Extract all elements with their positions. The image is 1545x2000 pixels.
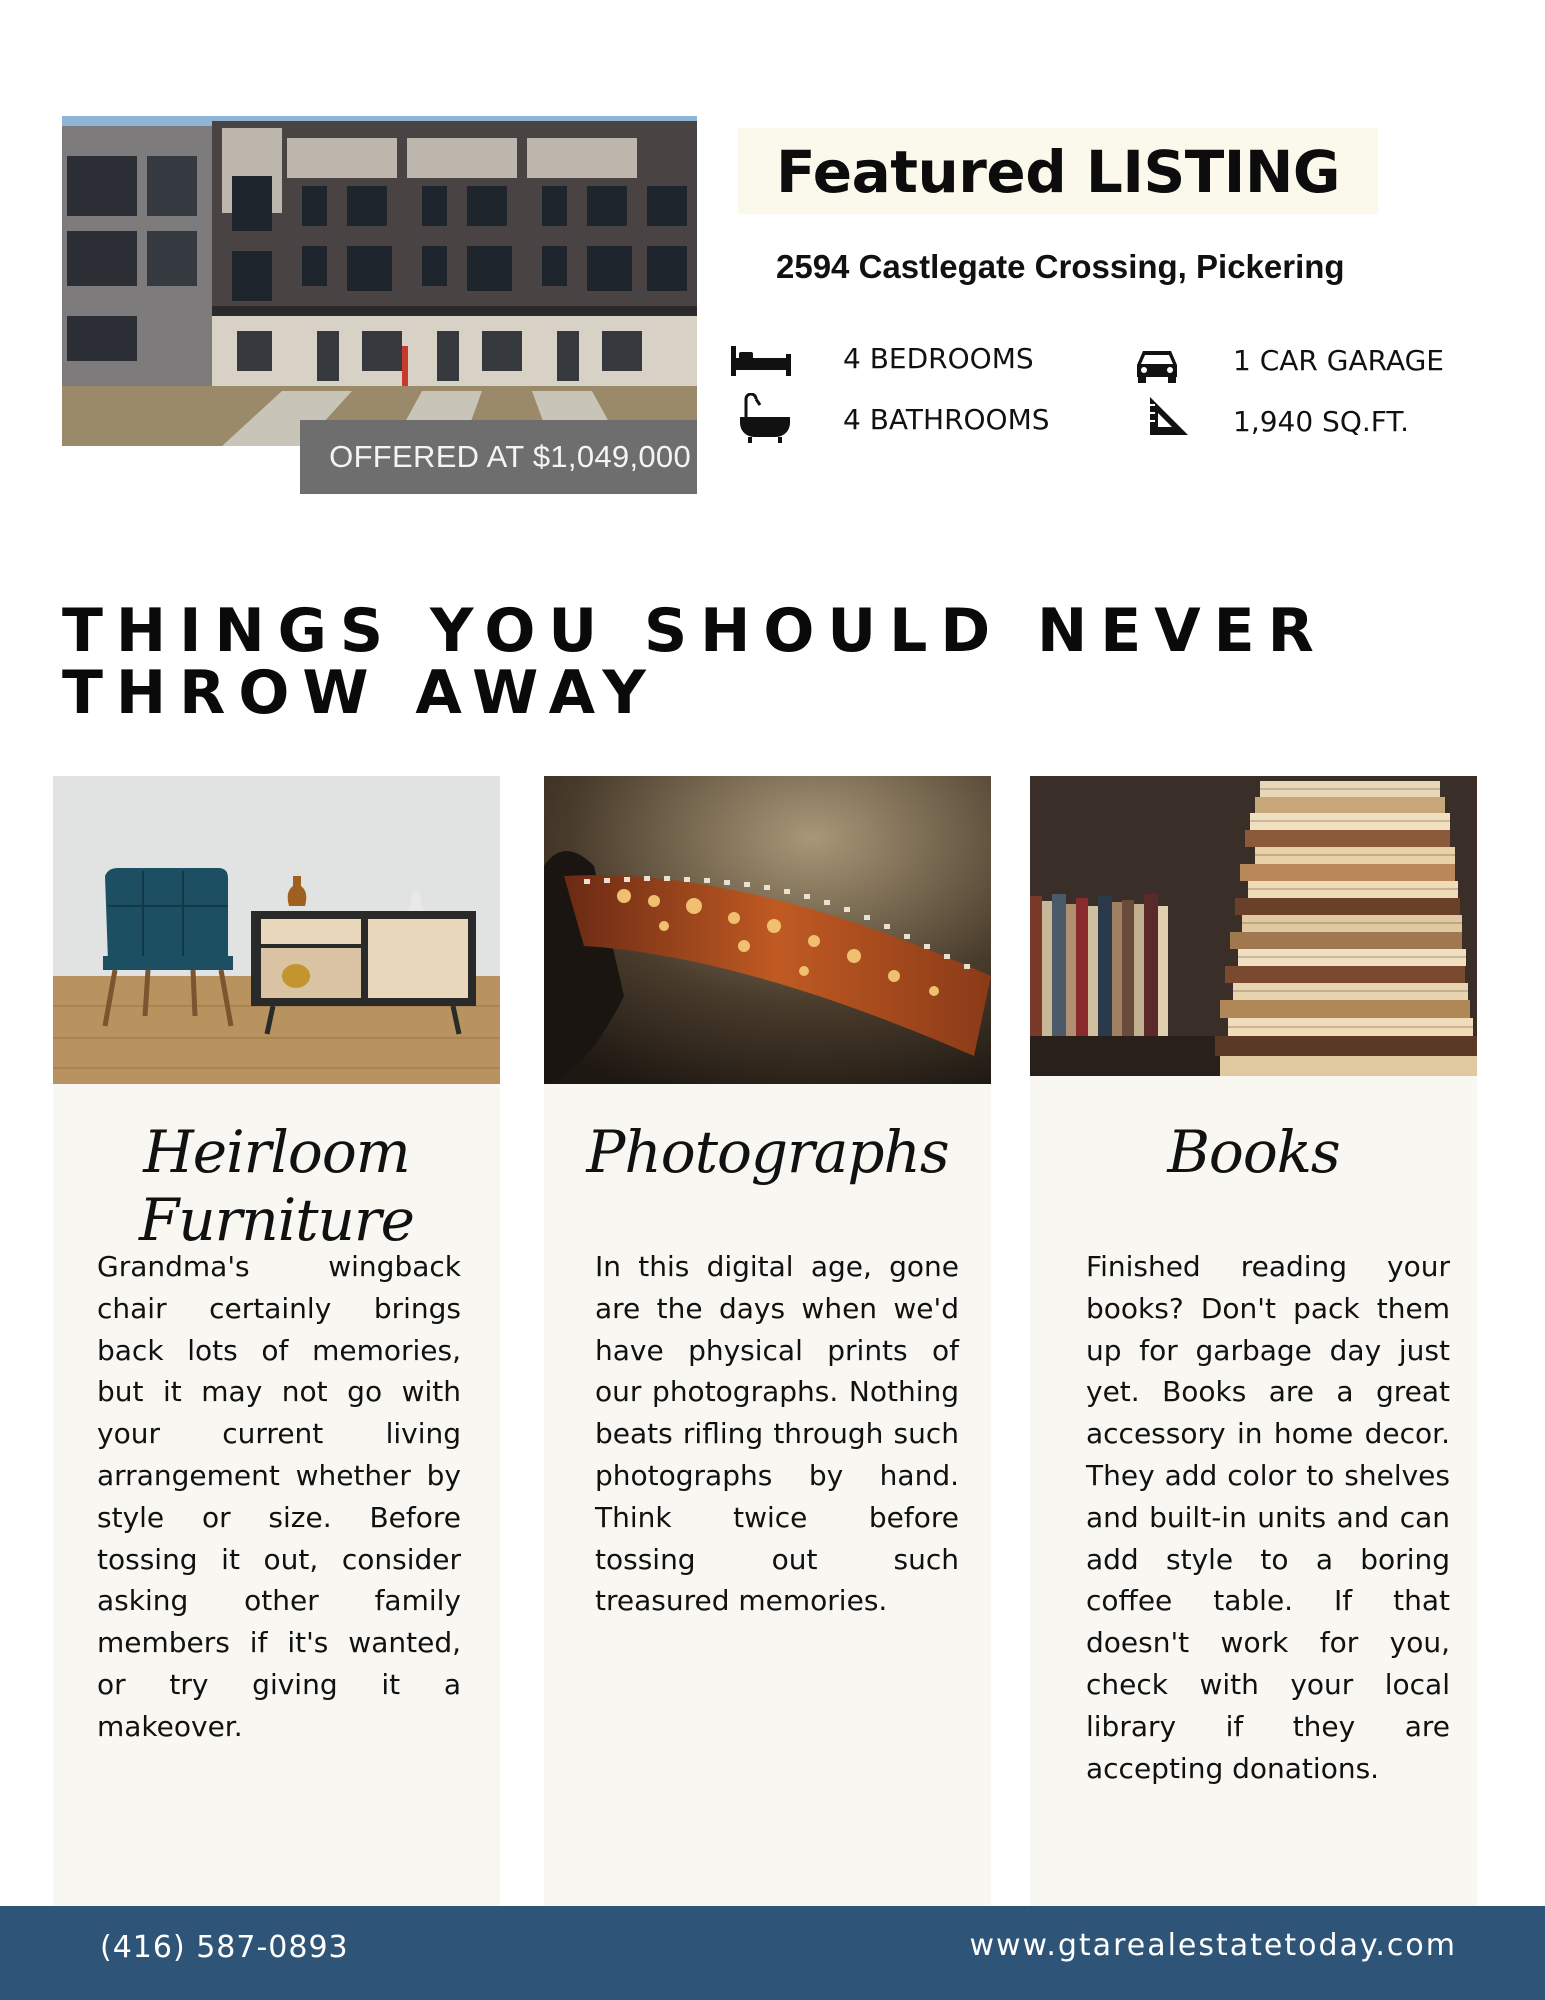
feature-bathrooms: 4 BATHROOMS [843,403,1050,436]
section-title [62,596,1462,728]
footer-phone[interactable]: (416) 587-0893 [100,1930,349,1965]
feature-garage: 1 CAR GARAGE [1233,344,1444,377]
card-text-heirloom-furniture: Grandma's wingback chair certainly brings back lots of memories, but it may not go with your current living arrangement whether by style or size. Before tossing it out, consider asking other family members if it's wanted, or try giving it a makeover. [97,1250,461,1743]
feature-bedrooms: 4 BEDROOMS [843,342,1034,375]
books-photo [1030,776,1477,1076]
set-square-icon [1148,395,1190,437]
bed-icon [731,346,791,376]
card-title-heirloom-furniture: Heirloom Furniture [139,1118,414,1254]
card-text-photographs: In this digital age, gone are the days when we'd have physical prints of our photographs. Nothing beats rifling through such photographs by hand. Think twice before tossing out such treasured memories. [595,1250,959,1618]
card-title-photographs: Photographs [586,1118,949,1186]
section-title-line-1: THINGS YOU SHOULD NEVER [62,596,1327,666]
listing-photo [62,116,697,446]
featured-listing-heading: Featured LISTING [776,138,1341,206]
card-title-books: Books [1167,1118,1340,1186]
card-text-books: Finished reading your books? Don't pack them up for garbage day just yet. Books are a great accessory in home decor. They add color to shelves and built-in units and can add style to a boring coffee table. If that doesn't work for you, check with your local library if they are accepting donations. [1086,1250,1450,1785]
bathtub-icon [738,393,792,443]
furniture-photo [53,776,500,1084]
listing-address: 2594 Castlegate Crossing, Pickering [776,248,1345,285]
feature-square-footage: 1,940 SQ.FT. [1233,405,1410,438]
section-title-line-2: THROW AWAY [62,658,659,728]
price-badge: OFFERED AT $1,049,000 [300,420,697,494]
film-strip-photo [544,776,991,1084]
car-icon [1135,347,1179,383]
footer-website-link[interactable]: www.gtarealestatetoday.com [969,1928,1457,1963]
